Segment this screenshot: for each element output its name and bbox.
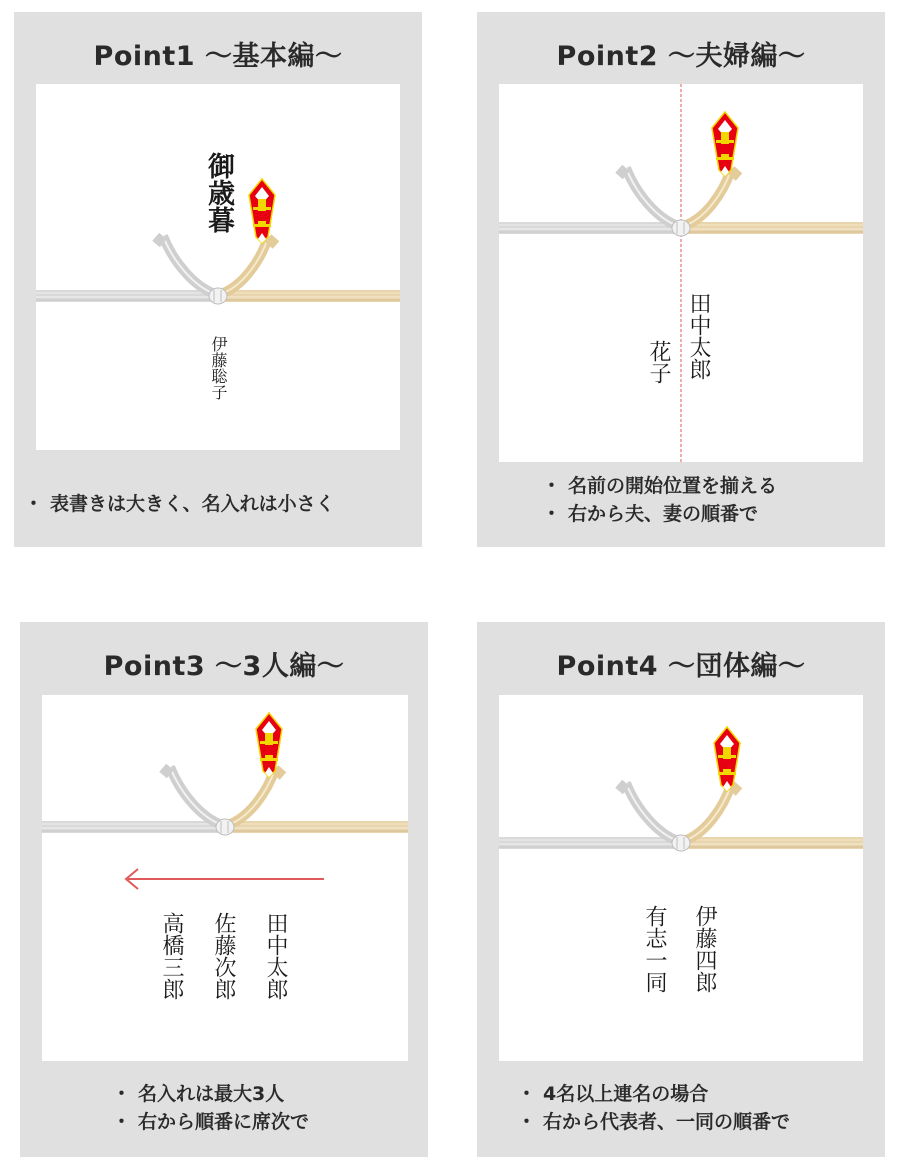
noshi-icon [249,179,275,243]
group-name: 有志一同 [642,905,667,993]
noshi-icon [714,727,740,791]
panel-title: Point2 〜夫婦編〜 [556,41,806,72]
name-first: 田中太郎 [263,912,288,1000]
point2-panel [477,12,885,547]
mizuhiki-icon [499,695,863,1061]
notes [477,1080,885,1136]
point1-panel [14,12,422,547]
name-second: 佐藤次郎 [211,912,236,1000]
panel-title: Point4 〜団体編〜 [556,651,806,682]
note-item: ・ 表書きは大きく、名入れは小さく [24,493,335,515]
note-item: ・ 右から代表者、一同の順番で [517,1111,791,1133]
husband-name: 田中太郎 [686,292,711,380]
arrow-left-icon [126,869,324,889]
notes [14,490,422,518]
noshi-icon [712,112,738,176]
noshi-card [499,695,863,1061]
note-item: ・ 名入れは最大3人 [112,1083,285,1105]
note-item: ・ 名前の開始位置を揃える [542,475,778,497]
point3-panel [20,622,428,1157]
note-item: ・ 右から順番に席次で [112,1111,310,1133]
representative-name: 伊藤四郎 [692,905,717,993]
mizuhiki-icon [499,84,863,462]
wife-name: 花子 [646,340,671,384]
note-item: ・ 右から夫、妻の順番で [542,503,759,525]
point4-panel [477,622,885,1157]
name-third: 高橋三郎 [159,912,184,1000]
omote-text: 御歳暮 [203,152,234,233]
notes [20,1080,428,1136]
noshi-card [36,84,400,450]
mizuhiki-icon [42,695,408,1061]
notes [477,472,885,528]
noshi-card [499,84,863,462]
panel-title: Point3 〜3人編〜 [103,651,345,682]
panel-title: Point1 〜基本編〜 [93,41,343,72]
note-item: ・ 4名以上連名の場合 [517,1083,709,1105]
noshi-card [42,695,408,1061]
name-text: 伊藤聡子 [209,336,228,400]
